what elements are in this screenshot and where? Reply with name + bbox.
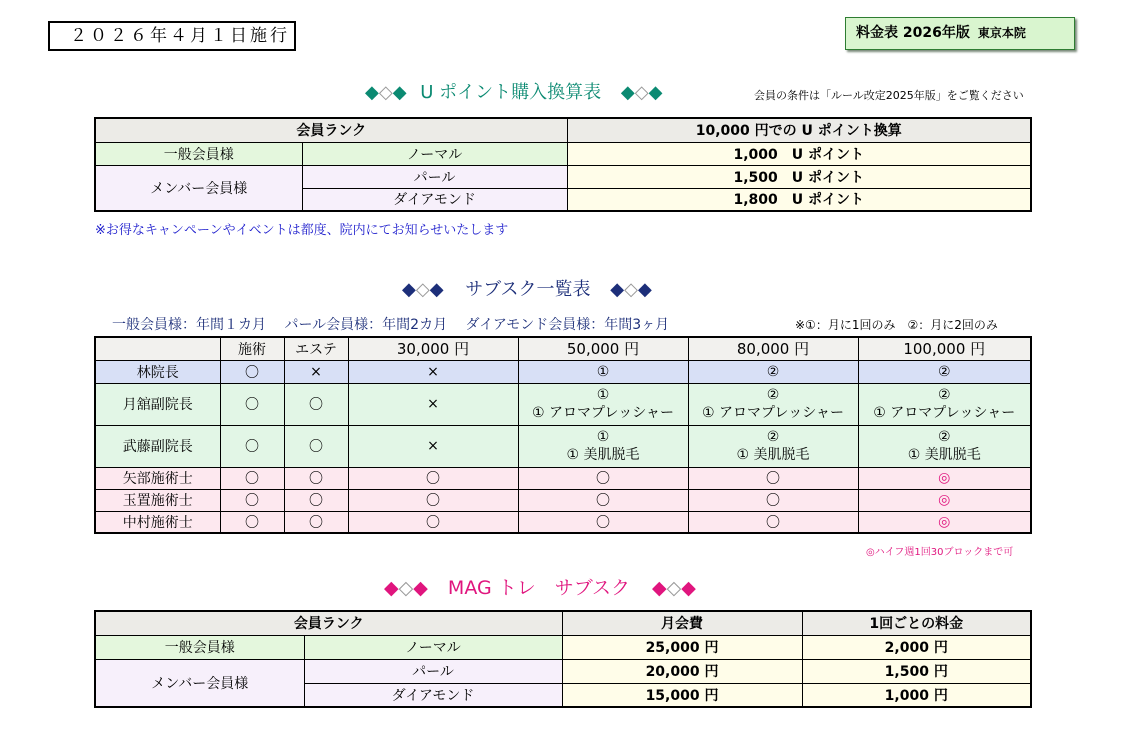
value-cell: [518, 425, 688, 467]
col-header: エステ: [284, 337, 348, 360]
monthly-fee-cell: 20,000 円: [562, 659, 802, 683]
table-row: [95, 467, 1031, 489]
staff-name: 月舘副院長: [95, 383, 220, 425]
staff-name: 矢部施術士: [95, 467, 220, 489]
table-row: [95, 425, 1031, 467]
value-cell: 〇: [220, 511, 284, 533]
col-header: 施術: [220, 337, 284, 360]
per-visit-fee-cell: 1,000 円: [802, 683, 1031, 707]
value-mark: ②: [937, 387, 951, 403]
mag-section-title: [384, 573, 696, 600]
diamond-hollow-icon: ◇: [624, 279, 638, 300]
staff-name: 中村施術士: [95, 511, 220, 533]
diamond-filled-icon: ◆: [610, 279, 625, 300]
per-visit-fee-cell: 2,000 円: [802, 635, 1031, 659]
diamond-filled-icon: ◆: [365, 82, 379, 103]
col-header: 30,000 円: [348, 337, 518, 360]
member-label: メンバー会員様: [95, 165, 302, 211]
extra-service: ① 美肌脱毛: [566, 447, 640, 463]
value-cell: 〇: [348, 511, 518, 533]
diamond-filled-icon: ◆: [637, 279, 652, 300]
value-cell: 〇: [284, 467, 348, 489]
table-row: [95, 165, 1031, 188]
mag-table: [94, 610, 1032, 708]
value-cell: [688, 425, 858, 467]
diamond-filled-icon: ◆: [402, 279, 416, 300]
diamond-hollow-icon: ◇: [666, 577, 682, 599]
tier-cell: ノーマル: [304, 635, 562, 659]
value-cell: ×: [348, 360, 518, 383]
col-rank-header: 会員ランク: [95, 611, 562, 635]
upoint-table: [94, 117, 1032, 212]
monthly-fee-cell: 15,000 円: [562, 683, 802, 707]
subscription-section-title: [402, 275, 652, 301]
value-cell: 〇: [688, 489, 858, 511]
diamond-filled-icon: ◆: [681, 577, 696, 599]
table-row: [95, 511, 1031, 533]
col-conversion-header: 10,000 円での U ポイント換算: [567, 118, 1031, 142]
tier-cell: パール: [304, 659, 562, 683]
value-cell: 〇: [220, 383, 284, 425]
col-header: 80,000 円: [688, 337, 858, 360]
campaign-footnote: ※お得なキャンペーンやイベントは都度、院内にてお知らせいたします: [95, 223, 509, 238]
value-cell: 〇: [518, 489, 688, 511]
diamond-hollow-icon: ◇: [634, 82, 649, 103]
value-cell: 〇: [220, 360, 284, 383]
diamond-hollow-icon: ◇: [415, 279, 430, 300]
col-header: 100,000 円: [858, 337, 1031, 360]
extra-service: ① アロマプレッシャー: [531, 405, 675, 421]
staff-name: 玉置施術士: [95, 489, 220, 511]
edition-badge: [845, 17, 1075, 50]
value-mark: ②: [937, 429, 951, 445]
col-header: 50,000 円: [518, 337, 688, 360]
value-cell: 〇: [284, 511, 348, 533]
table-row: [95, 635, 1031, 659]
value-cell: ×: [348, 383, 518, 425]
value-cell: 〇: [220, 489, 284, 511]
mag-title: MAG トレ サブスク: [447, 577, 630, 599]
value-cell: ×: [284, 360, 348, 383]
value-cell: ◎: [858, 489, 1031, 511]
table-row: [95, 360, 1031, 383]
points-cell: 1,000 U ポイント: [567, 142, 1031, 165]
staff-name: 武藤副院長: [95, 425, 220, 467]
diamond-hollow-icon: ◇: [378, 82, 393, 103]
value-cell: 〇: [284, 489, 348, 511]
member-label: メンバー会員様: [95, 659, 304, 707]
value-cell: 〇: [348, 489, 518, 511]
diamond-filled-icon: ◆: [384, 577, 399, 599]
diamond-filled-icon: ◆: [413, 577, 428, 599]
diamond-filled-icon: ◆: [620, 82, 635, 103]
value-cell: 〇: [688, 467, 858, 489]
monthly-fee-cell: 25,000 円: [562, 635, 802, 659]
value-cell: ◎: [858, 467, 1031, 489]
value-cell: [518, 383, 688, 425]
subscription-header-row: [95, 337, 1031, 360]
mag-header-row: [95, 611, 1031, 635]
value-cell: ②: [858, 360, 1031, 383]
value-cell: 〇: [220, 467, 284, 489]
general-member-label: 一般会員様: [95, 635, 304, 659]
value-mark: ②: [766, 429, 780, 445]
extra-service: ① 美肌脱毛: [907, 447, 981, 463]
upoint-title: U ポイント購入換算表: [420, 82, 602, 103]
upoint-side-note: 会員の条件は「ルール改定2025年版」をご覧ください: [754, 89, 1024, 102]
diamond-filled-icon: ◆: [429, 279, 444, 300]
value-cell: [688, 383, 858, 425]
points-cell: 1,800 U ポイント: [567, 188, 1031, 211]
table-row: [95, 489, 1031, 511]
diamond-hollow-icon: ◇: [398, 577, 414, 599]
hifu-footnote: ◎ハイフ週1回30ブロックまで可: [866, 547, 1014, 558]
diamond-filled-icon: ◆: [392, 82, 407, 103]
col-per-visit-header: 1回ごとの料金: [802, 611, 1031, 635]
value-cell: 〇: [220, 425, 284, 467]
value-cell: 〇: [284, 383, 348, 425]
value-cell: 〇: [284, 425, 348, 467]
value-cell: 〇: [688, 511, 858, 533]
tier-cell: パール: [302, 165, 567, 188]
general-member-label: 一般会員様: [95, 142, 302, 165]
staff-name: 林院長: [95, 360, 220, 383]
subscription-title: サブスク一覧表: [465, 279, 591, 300]
value-cell: ②: [688, 360, 858, 383]
table-row: [95, 142, 1031, 165]
value-mark: ①: [596, 387, 610, 403]
tier-cell: ダイアモンド: [304, 683, 562, 707]
subscription-table: [94, 336, 1032, 534]
corner-cell: [95, 337, 220, 360]
value-cell: ①: [518, 360, 688, 383]
edition-location: 東京本院: [977, 26, 1026, 40]
value-cell: ×: [348, 425, 518, 467]
value-cell: ◎: [858, 511, 1031, 533]
table-row: [95, 383, 1031, 425]
membership-periods: 一般会員様：年間１カ月 パール会員様：年間2カ月 ダイアモンド会員様：年間3ヶ月: [112, 317, 670, 333]
extra-service: ① アロマプレッシャー: [701, 405, 845, 421]
col-monthly-header: 月会費: [562, 611, 802, 635]
value-cell: 〇: [348, 467, 518, 489]
extra-service: ① アロマプレッシャー: [873, 405, 1016, 421]
per-visit-fee-cell: 1,500 円: [802, 659, 1031, 683]
value-cell: [858, 425, 1031, 467]
col-rank-header: 会員ランク: [95, 118, 567, 142]
edition-title: 料金表 2026年版: [856, 25, 970, 41]
value-mark: ①: [596, 429, 610, 445]
upoint-header-row: [95, 118, 1031, 142]
subscription-legend: ※①：月に1回のみ ②：月に2回のみ: [795, 318, 998, 332]
value-cell: [858, 383, 1031, 425]
diamond-filled-icon: ◆: [648, 82, 663, 103]
effective-date: ２０２６年４月１日施行: [48, 21, 296, 51]
tier-cell: ノーマル: [302, 142, 567, 165]
extra-service: ① 美肌脱毛: [736, 447, 810, 463]
upoint-section-title: [365, 78, 662, 104]
tier-cell: ダイアモンド: [302, 188, 567, 211]
table-row: [95, 659, 1031, 683]
value-cell: 〇: [518, 511, 688, 533]
points-cell: 1,500 U ポイント: [567, 165, 1031, 188]
value-cell: 〇: [518, 467, 688, 489]
value-mark: ②: [766, 387, 780, 403]
diamond-filled-icon: ◆: [652, 577, 667, 599]
